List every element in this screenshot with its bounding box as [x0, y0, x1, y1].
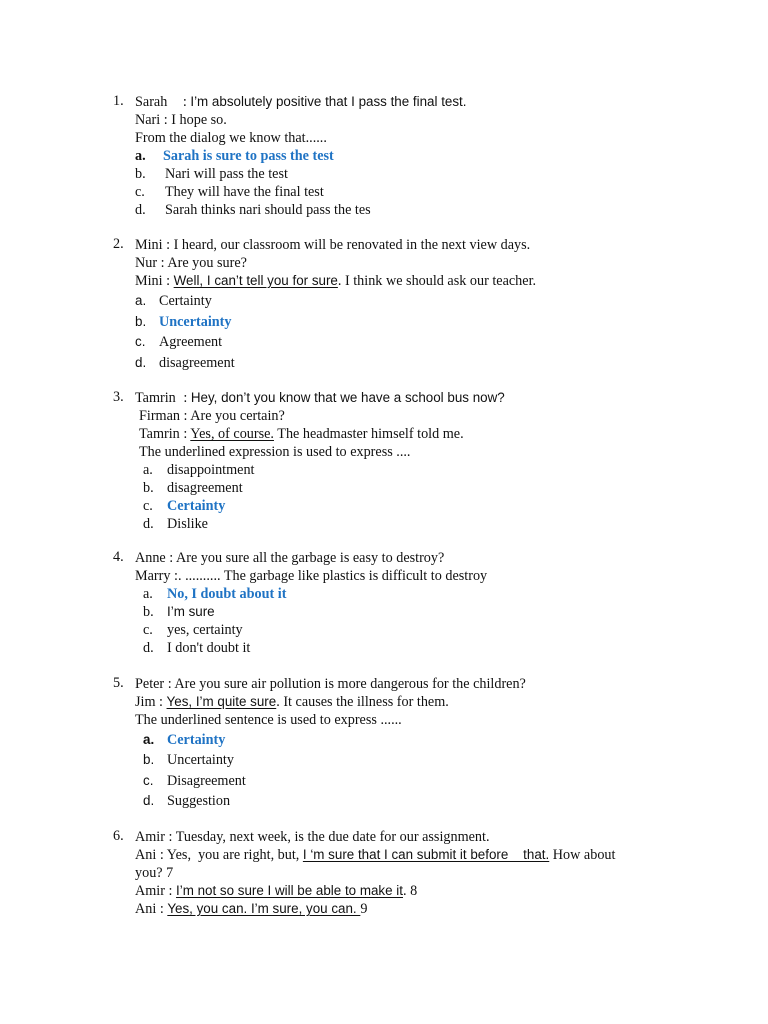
- dialog-line: [135, 828, 490, 846]
- option-b[interactable]: [143, 751, 234, 769]
- separator: :: [179, 94, 191, 110]
- underlined-expression: Yes, I’m quite sure: [166, 694, 277, 709]
- separator: :: [160, 112, 172, 128]
- speaker: Nur: [135, 255, 158, 271]
- option-letter: c.: [135, 184, 145, 200]
- speaker: Ani: [135, 901, 157, 917]
- option-letter: a.: [143, 732, 155, 747]
- underlined-expression: Yes, you can. I’m sure, you can.: [167, 901, 361, 916]
- dialog-text: Yes, you are right, but,: [166, 847, 303, 863]
- dialog-text: Tuesday, next week, is the due date for our assignment.: [175, 829, 490, 845]
- separator: :: [162, 237, 174, 253]
- separator: :: [179, 390, 191, 406]
- option-c[interactable]: [135, 183, 324, 201]
- dialog-line: [135, 846, 615, 864]
- option-c[interactable]: [143, 497, 225, 515]
- speaker: Mini: [135, 273, 163, 289]
- underlined-expression: I’m not so sure I will be able to make it: [176, 883, 403, 898]
- separator: :: [156, 901, 168, 917]
- option-letter: b.: [143, 752, 155, 767]
- speaker: Firman: [139, 408, 180, 424]
- speaker: Peter: [135, 676, 165, 692]
- separator: :: [162, 273, 174, 289]
- question-number: 6.: [113, 828, 124, 844]
- dialog-line: [135, 864, 173, 882]
- option-letter: a.: [143, 462, 153, 478]
- question-number: 3.: [113, 389, 124, 405]
- option-text: I don't doubt it: [167, 640, 251, 656]
- dialog-text: Are you certain?: [190, 408, 285, 424]
- option-letter: d.: [143, 640, 154, 656]
- speaker: Tamrin: [139, 426, 180, 442]
- underlined-expression: Yes, of course.: [190, 426, 274, 442]
- option-text: yes, certainty: [167, 622, 243, 638]
- option-letter: b.: [143, 604, 154, 620]
- dialog-line: [135, 900, 367, 918]
- option-letter: b.: [135, 166, 146, 182]
- speaker: Marry: [135, 568, 171, 584]
- option-text: disagreement: [159, 355, 235, 371]
- option-c[interactable]: [143, 772, 246, 790]
- option-text: Nari will pass the test: [165, 166, 288, 182]
- option-d[interactable]: [143, 792, 230, 810]
- option-letter: b.: [143, 480, 154, 496]
- speaker: Jim: [135, 694, 156, 710]
- option-text: I’m sure: [167, 604, 215, 619]
- dialog-text: .......... The garbage like plastics is difficult to destroy: [185, 568, 488, 584]
- option-a[interactable]: [135, 147, 334, 165]
- speaker: Anne: [135, 550, 166, 566]
- dialog-text: The headmaster himself told me.: [273, 426, 464, 442]
- option-a[interactable]: [143, 731, 225, 749]
- dialog-line: [139, 407, 285, 425]
- separator: :: [179, 408, 191, 424]
- option-letter: d.: [135, 355, 147, 370]
- dialog-line: [135, 675, 526, 693]
- speaker: Mini: [135, 237, 163, 253]
- question-number: 4.: [113, 549, 124, 565]
- question-prompt: The underlined expression is used to express ....: [139, 444, 411, 460]
- question-prompt: From the dialog we know that......: [135, 130, 327, 146]
- option-text: They will have the final test: [165, 184, 324, 200]
- option-letter: d.: [135, 202, 146, 218]
- option-b[interactable]: [135, 313, 232, 331]
- option-text: Certainty: [159, 293, 212, 309]
- separator: :: [164, 676, 175, 692]
- option-letter: a.: [135, 293, 147, 308]
- dialog-line: [135, 567, 487, 585]
- option-text: Dislike: [167, 516, 208, 532]
- dialog-text: Hey, don’t you know that we have a school bus now?: [190, 390, 505, 405]
- option-text: Agreement: [159, 334, 223, 350]
- option-text: Suggestion: [167, 793, 231, 809]
- option-d[interactable]: [135, 354, 235, 372]
- speaker: Amir: [135, 883, 165, 899]
- question-number: 5.: [113, 675, 124, 691]
- option-text: Sarah thinks nari should pass the tes: [165, 202, 371, 218]
- option-text: Certainty: [167, 498, 226, 514]
- dialog-text: . 8: [403, 883, 418, 899]
- dialog-line: [139, 425, 464, 443]
- dialog-text: I’m absolutely positive that I pass the final test.: [190, 94, 467, 109]
- dialog-text: How about: [549, 847, 616, 863]
- option-letter: b.: [135, 314, 147, 329]
- option-text: Sarah is sure to pass the test: [163, 148, 334, 164]
- option-d[interactable]: [143, 515, 208, 533]
- option-b[interactable]: [143, 603, 215, 621]
- dialog-line: [135, 389, 505, 407]
- option-text: Disagreement: [167, 773, 246, 789]
- option-text: Certainty: [167, 732, 226, 748]
- separator: :.: [170, 568, 186, 584]
- dialog-line: [135, 254, 247, 272]
- underlined-expression: Well, I can’t tell you for sure: [173, 273, 338, 288]
- separator: :: [157, 255, 168, 271]
- separator: :: [164, 883, 176, 899]
- dialog-text: 9: [360, 901, 368, 917]
- option-b[interactable]: [143, 479, 243, 497]
- option-letter: a.: [143, 586, 153, 602]
- option-letter: d.: [143, 793, 155, 808]
- dialog-line: [135, 549, 444, 567]
- dialog-text: . I think we should ask our teacher.: [337, 273, 537, 289]
- option-a[interactable]: [143, 461, 254, 479]
- option-letter: c.: [143, 773, 154, 788]
- dialog-text: I hope so.: [171, 112, 227, 128]
- dialog-line: [135, 93, 467, 111]
- question-number: 2.: [113, 236, 124, 252]
- question-number: 1.: [113, 93, 124, 109]
- option-d[interactable]: [143, 639, 250, 657]
- option-letter: d.: [143, 516, 154, 532]
- separator: :: [164, 829, 176, 845]
- dialog-line: [135, 272, 536, 290]
- option-text: disagreement: [167, 480, 243, 496]
- underlined-expression: I ‘m sure that I can submit it before that.: [302, 847, 550, 862]
- separator: :: [156, 847, 167, 863]
- dialog-line: [135, 882, 417, 900]
- dialog-text: I heard, our classroom will be renovated in the next view days.: [173, 237, 531, 253]
- speaker: Tamrin: [135, 390, 176, 406]
- option-letter: c.: [135, 334, 146, 349]
- dialog-text: . It causes the illness for them.: [276, 694, 449, 710]
- separator: :: [155, 694, 167, 710]
- option-a[interactable]: [143, 585, 286, 603]
- speaker: Nari: [135, 112, 161, 128]
- option-d[interactable]: [135, 201, 371, 219]
- separator: :: [165, 550, 176, 566]
- option-c[interactable]: [135, 333, 222, 351]
- option-text: No, I doubt about it: [167, 586, 287, 602]
- option-a[interactable]: [135, 292, 212, 310]
- option-text: disappointment: [167, 462, 255, 478]
- speaker: Amir: [135, 829, 165, 845]
- option-text: Uncertainty: [167, 752, 234, 768]
- option-text: Uncertainty: [159, 314, 232, 330]
- dialog-line: [135, 236, 530, 254]
- separator: :: [179, 426, 191, 442]
- dialog-text: you? 7: [135, 865, 174, 881]
- option-letter: a.: [135, 148, 146, 164]
- option-letter: c.: [143, 498, 153, 514]
- speaker: Ani: [135, 847, 157, 863]
- dialog-line: [135, 111, 227, 129]
- dialog-text: Are you sure air pollution is more dangerous for the children?: [174, 676, 526, 692]
- question-prompt: The underlined sentence is used to express ......: [135, 712, 402, 728]
- option-b[interactable]: [135, 165, 288, 183]
- option-letter: c.: [143, 622, 153, 638]
- speaker: Sarah: [135, 94, 168, 110]
- dialog-line: [135, 693, 449, 711]
- option-c[interactable]: [143, 621, 243, 639]
- dialog-text: Are you sure?: [167, 255, 247, 271]
- dialog-text: Are you sure all the garbage is easy to destroy?: [176, 550, 445, 566]
